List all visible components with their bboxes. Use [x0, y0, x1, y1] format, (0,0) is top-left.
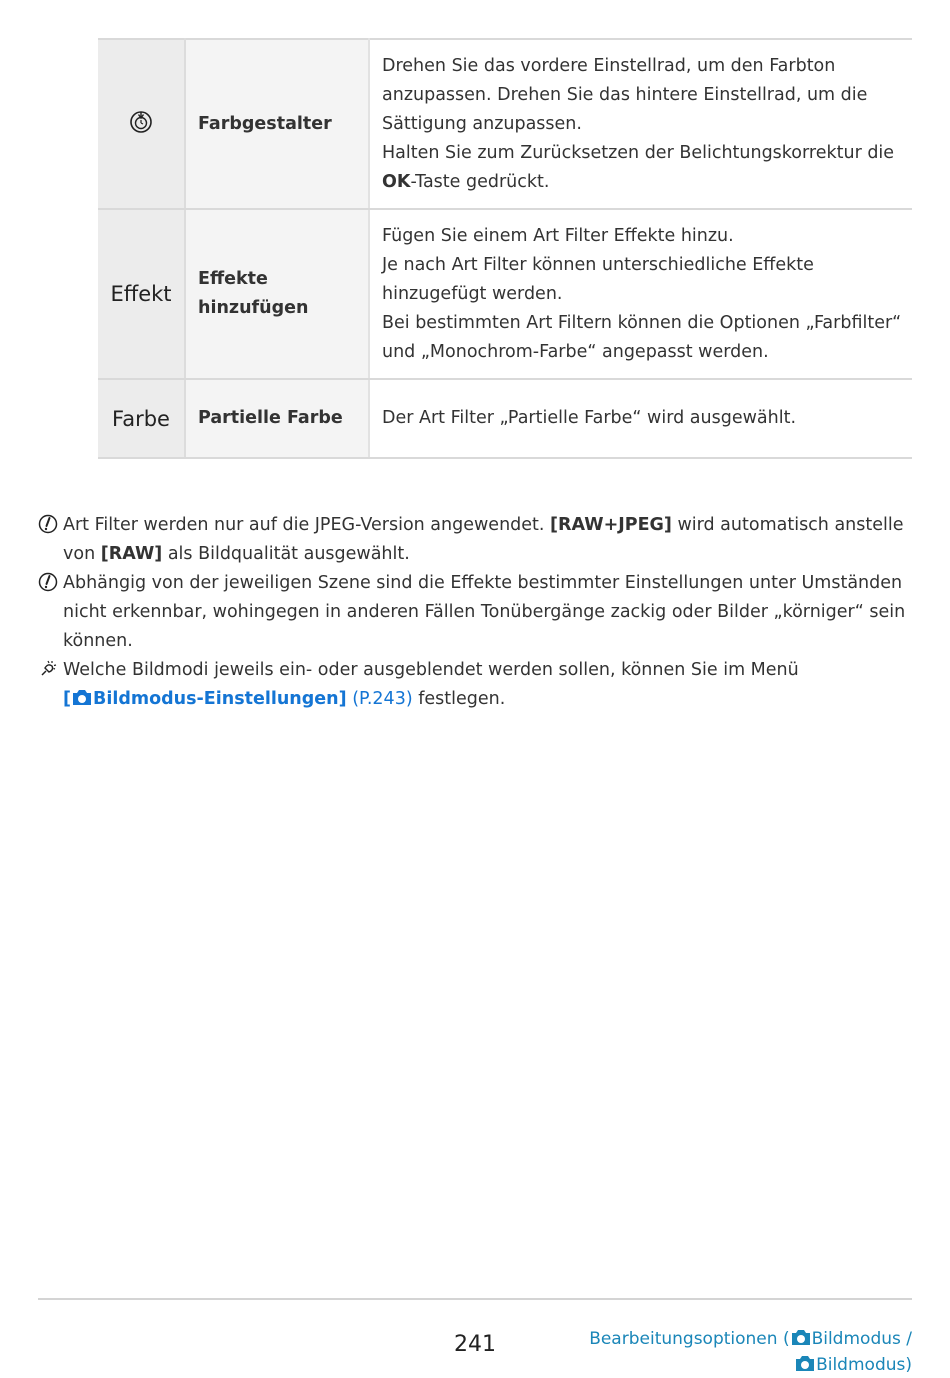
setting-description — [369, 209, 912, 379]
description-line: Halten Sie zum Zurücksetzen der Belichtungskorrektur die — [382, 142, 895, 163]
table-row — [98, 209, 912, 379]
camera-icon — [71, 688, 93, 707]
description-line: Je nach Art Filter können unterschiedliche Effekte hinzugefügt werden. — [382, 254, 814, 304]
page-number: 241 — [454, 1332, 496, 1357]
setting-name: Farbgestalter — [185, 39, 369, 209]
description-line: Fügen Sie einem Art Filter Effekte hinzu. — [382, 225, 734, 246]
camera-icon — [794, 1354, 816, 1373]
breadcrumb-text: Bildmodus) — [816, 1355, 912, 1375]
description-line: Der Art Filter „Partielle Farbe“ wird ausgewählt. — [382, 408, 797, 428]
category-cell: Effekt — [98, 209, 185, 379]
link-bracket: [ — [63, 689, 71, 709]
setting-description — [369, 39, 912, 209]
caution-icon — [38, 572, 58, 592]
note-text: wird automatisch anstelle von — [63, 515, 904, 564]
note-text: als Bildqualität ausgewählt. — [162, 544, 410, 564]
note-bold-raw: [RAW] — [100, 544, 163, 564]
page-reference-link[interactable]: (P.243) — [352, 689, 413, 709]
ok-button-label: OK — [382, 171, 411, 192]
tip-icon — [38, 659, 58, 679]
setting-name: Partielle Farbe — [185, 379, 369, 458]
note-text: Abhängig von der jeweiligen Szene sind die Effekte bestimmter Einstellungen unter Umständen nicht erkennbar, wohingegen in anderen Fällen Tonübergänge zackig oder Bilder „körniger“ sein können. — [63, 573, 906, 651]
breadcrumb-text: Bildmodus / — [811, 1329, 912, 1349]
description-line: Drehen Sie das vordere Einstellrad, um den Farbton anzupassen. Drehen Sie das hintere Einstellrad, um die Sättigung anzupassen. — [382, 55, 868, 134]
category-cell — [98, 39, 185, 209]
caution-note — [38, 569, 913, 656]
table-row — [98, 39, 912, 209]
notes-section — [38, 511, 913, 714]
footer-divider — [38, 1298, 912, 1300]
camera-icon — [790, 1328, 812, 1347]
breadcrumb-text: Bearbeitungsoptionen ( — [589, 1329, 790, 1349]
art-filter-settings-table — [98, 38, 912, 459]
description-line: -Taste gedrückt. — [410, 171, 550, 192]
tip-note — [38, 656, 913, 714]
breadcrumb[interactable] — [589, 1326, 912, 1378]
note-text: festlegen. — [412, 689, 506, 709]
setting-name: Effekte hinzufügen — [185, 209, 369, 379]
caution-icon — [38, 514, 58, 534]
link-text: Bildmodus-Einstellungen] — [93, 689, 347, 709]
note-text: Art Filter werden nur auf die JPEG-Version angewendet. — [63, 515, 551, 535]
description-line: Bei bestimmten Art Filtern können die Optionen „Farbfilter“ und „Monochrom-Farbe“ angepasst werden. — [382, 312, 902, 362]
note-bold-raw-jpeg: [RAW+JPEG] — [550, 515, 672, 535]
menu-link-bildmodus-einstellungen[interactable] — [63, 689, 413, 709]
note-text: Welche Bildmodi jeweils ein- oder ausgeblendet werden sollen, können Sie im Menü — [63, 660, 799, 680]
category-cell: Farbe — [98, 379, 185, 458]
table-row — [98, 379, 912, 458]
setting-description — [369, 379, 912, 458]
color-creator-icon — [129, 110, 153, 134]
caution-note — [38, 511, 913, 569]
